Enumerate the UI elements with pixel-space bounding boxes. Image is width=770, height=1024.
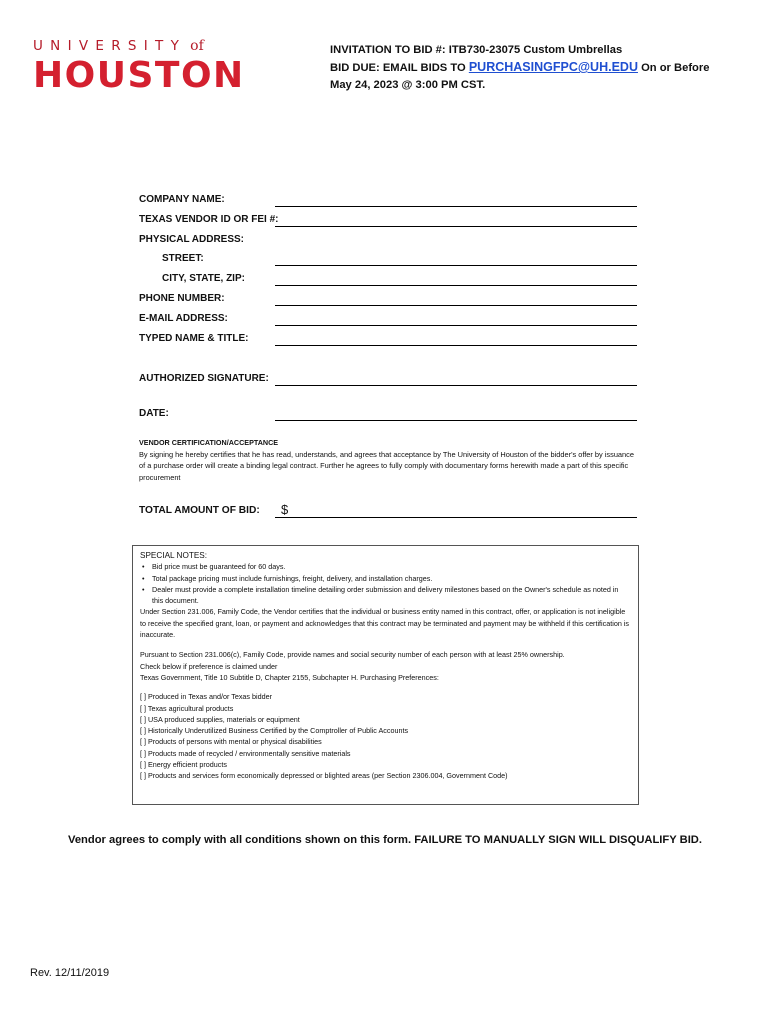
preference-disabilities[interactable]: [ ] Products of persons with mental or physical disabilities bbox=[140, 737, 322, 747]
city-state-zip-field[interactable] bbox=[275, 285, 637, 286]
physical-address-label: PHYSICAL ADDRESS: bbox=[139, 234, 245, 245]
date-field[interactable] bbox=[275, 420, 637, 421]
section-231-text: Under Section 231.006, Family Code, the Vendor certifies that the individual or business entity named in this contract, offer, or application is not ineligible to receive the specified grant, loan, or payment and acknowledges that this contract may be terminated and payment may be withheld if this certification is inaccurate. bbox=[140, 607, 630, 640]
currency-symbol: $ bbox=[281, 502, 289, 517]
preference-produced-in-texas[interactable]: [ ] Produced in Texas and/or Texas bidder bbox=[140, 692, 272, 702]
total-amount-row bbox=[139, 500, 637, 518]
email-field[interactable] bbox=[275, 325, 637, 326]
bid-header bbox=[330, 42, 750, 94]
university-logo bbox=[33, 38, 245, 96]
logo-of-text: of bbox=[190, 38, 204, 54]
date-label: DATE: bbox=[139, 408, 169, 419]
pursuant-line-3: Texas Government, Title 10 Subtitle D, Chapter 2155, Subchapter H. Purchasing Preferences: bbox=[140, 672, 439, 682]
phone-row bbox=[139, 290, 637, 306]
street-label: STREET: bbox=[162, 253, 204, 264]
signature-field[interactable] bbox=[275, 385, 637, 386]
special-notes-list bbox=[140, 561, 631, 606]
list-item: • Dealer must provide a complete installation timeline detailing order submission and delivery milestones based on the Owner's schedule as noted in this document. bbox=[140, 584, 631, 607]
preference-depressed-areas[interactable]: [ ] Products and services form economically depressed or blighted areas (per Section 2306.004, Government Code) bbox=[140, 771, 508, 781]
company-name-row bbox=[139, 191, 637, 207]
typed-name-label: TYPED NAME & TITLE: bbox=[139, 333, 249, 344]
revision-date: Rev. 12/11/2019 bbox=[30, 967, 110, 979]
preference-usa-produced[interactable]: [ ] USA produced supplies, materials or equipment bbox=[140, 714, 300, 724]
preference-energy-efficient[interactable]: [ ] Energy efficient products bbox=[140, 760, 227, 770]
logo-university-text: UNIVERSITY bbox=[33, 38, 187, 54]
signature-row bbox=[139, 370, 637, 386]
special-notes-title: SPECIAL NOTES: bbox=[140, 551, 208, 560]
vendor-id-label: TEXAS VENDOR ID OR FEI #: bbox=[139, 214, 279, 225]
bid-email-link[interactable]: PURCHASINGFPC@UH.EDU bbox=[468, 60, 638, 74]
street-field[interactable] bbox=[275, 265, 637, 266]
bid-due-line bbox=[330, 59, 750, 77]
email-label: E-MAIL ADDRESS: bbox=[139, 313, 228, 324]
physical-address-row bbox=[139, 231, 637, 247]
pursuant-line-1: Pursuant to Section 231.006(c), Family Code, provide names and social security number of each person with at least 25% ownership. bbox=[140, 650, 565, 660]
city-state-zip-row bbox=[139, 270, 637, 286]
company-name-label: COMPANY NAME: bbox=[139, 194, 225, 205]
phone-label: PHONE NUMBER: bbox=[139, 293, 225, 304]
date-row bbox=[139, 405, 637, 421]
certification-body: By signing he hereby certifies that he has read, understands, and agrees that acceptance by The University of Houston of the bidder's offer by issuance of a purchase order will create a binding legal contract. Further he agrees to fully comply with documentary forms herewith made a part of this specific procurement bbox=[139, 449, 634, 482]
logo-houston-text: HOUSTON bbox=[33, 55, 245, 96]
preference-texas-agricultural[interactable]: [ ] Texas agricultural products bbox=[140, 703, 234, 713]
preference-recycled[interactable]: [ ] Products made of recycled / environmentally sensitive materials bbox=[140, 748, 351, 758]
bid-title: INVITATION TO BID #: ITB730-23075 Custom Umbrellas bbox=[330, 44, 623, 56]
certification-title: VENDOR CERTIFICATION/ACCEPTANCE bbox=[139, 438, 279, 447]
total-amount-field[interactable] bbox=[275, 517, 637, 518]
agreement-notice: Vendor agrees to comply with all conditions shown on this form. FAILURE TO MANUALLY SIGN WILL DISQUALIFY BID. bbox=[67, 834, 702, 846]
street-row bbox=[139, 250, 637, 266]
special-notes-box bbox=[132, 545, 639, 805]
total-amount-label: TOTAL AMOUNT OF BID: bbox=[139, 505, 260, 516]
signature-label: AUTHORIZED SIGNATURE: bbox=[139, 373, 269, 384]
typed-name-field[interactable] bbox=[275, 345, 637, 346]
logo-top-line bbox=[33, 38, 228, 55]
phone-field[interactable] bbox=[275, 305, 637, 306]
preference-hub-certified[interactable]: [ ] Historically Underutilized Business Certified by the Comptroller of Public Accounts bbox=[140, 726, 409, 736]
typed-name-row bbox=[139, 330, 637, 346]
bid-due-date: May 24, 2023 @ 3:00 PM CST. bbox=[330, 79, 486, 91]
vendor-id-row bbox=[139, 211, 637, 227]
email-row bbox=[139, 310, 637, 326]
company-name-field[interactable] bbox=[275, 206, 637, 207]
list-item: • Bid price must be guaranteed for 60 days. bbox=[140, 561, 631, 572]
city-state-zip-label: CITY, STATE, ZIP: bbox=[162, 273, 245, 284]
vendor-certification bbox=[139, 437, 639, 483]
bid-due-prefix: BID DUE: EMAIL BIDS TO bbox=[330, 62, 469, 74]
vendor-id-field[interactable] bbox=[275, 226, 637, 227]
pursuant-line-2: Check below if preference is claimed under bbox=[140, 661, 278, 671]
bid-due-suffix: On or Before bbox=[637, 62, 710, 74]
list-item: • Total package pricing must include furnishings, freight, delivery, and installation charges. bbox=[140, 573, 631, 584]
